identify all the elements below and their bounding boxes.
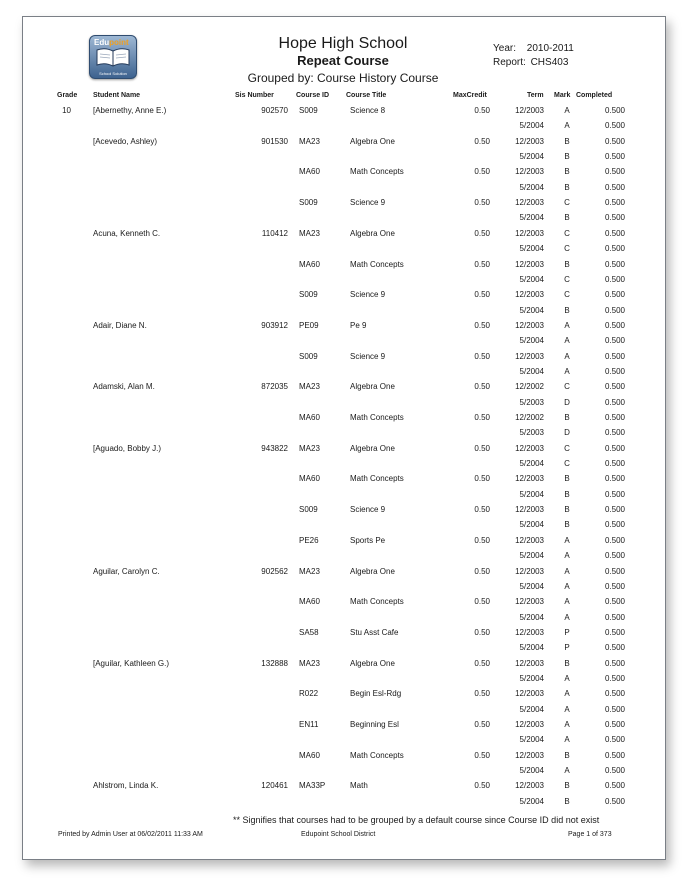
completed-cell: 0.500 xyxy=(604,597,625,607)
term-cell: 5/2004 xyxy=(519,704,544,714)
course-id-cell: MA60 xyxy=(299,413,320,422)
completed-cell: 0.500 xyxy=(604,182,625,192)
completed-cell: 0.500 xyxy=(604,228,625,238)
mark-cell: B xyxy=(564,213,570,223)
mark-cell: B xyxy=(564,505,570,515)
max-credit-cell: 0.50 xyxy=(474,106,490,115)
page-number: Page 1 of 373 xyxy=(568,831,612,838)
mark-cell: A xyxy=(564,704,570,714)
completed-cell: 0.500 xyxy=(604,735,625,745)
term-cell: 12/2003 xyxy=(515,781,544,791)
open-book-icon xyxy=(96,47,130,67)
col-completed: Completed xyxy=(576,92,613,99)
sis-number-cell: 902570 xyxy=(261,106,288,115)
max-credit-cell: 0.50 xyxy=(474,505,490,515)
table-row xyxy=(23,119,665,133)
col-term: Term xyxy=(527,92,544,99)
mark-cell: B xyxy=(564,750,570,760)
max-credit-cell: 0.50 xyxy=(474,535,490,545)
table-row xyxy=(23,104,665,118)
term-cell: 12/2003 xyxy=(515,597,544,607)
course-id-cell: MA60 xyxy=(299,597,320,607)
sis-number-cell: 943822 xyxy=(261,443,288,453)
report-line xyxy=(493,57,568,68)
table-row xyxy=(23,288,665,302)
student-name-cell: Adamski, Alan M. xyxy=(93,382,155,392)
max-credit-cell: 0.50 xyxy=(474,413,490,422)
completed-cell: 0.500 xyxy=(604,305,625,315)
table-row xyxy=(23,135,665,149)
student-name-cell: Ahlstrom, Linda K. xyxy=(93,781,159,791)
course-title-cell: Math Concepts xyxy=(350,597,404,607)
grouped-by: Grouped by: Course History Course xyxy=(247,71,439,85)
completed-cell: 0.500 xyxy=(604,535,625,545)
term-cell: 5/2003 xyxy=(519,428,544,438)
mark-cell: A xyxy=(564,566,570,576)
term-cell: 5/2004 xyxy=(519,244,544,254)
mark-cell: A xyxy=(564,320,570,330)
mark-cell: B xyxy=(564,305,570,315)
table-row xyxy=(23,703,665,717)
completed-cell: 0.500 xyxy=(604,627,625,637)
col-max-credit: MaxCredit xyxy=(453,92,487,99)
year-line xyxy=(493,43,574,54)
report-page xyxy=(22,16,666,860)
col-course-id: Course ID xyxy=(296,92,330,99)
mark-cell: A xyxy=(564,689,570,699)
completed-cell: 0.500 xyxy=(604,566,625,576)
term-cell: 12/2003 xyxy=(515,474,544,484)
mark-cell: A xyxy=(564,366,570,376)
term-cell: 5/2004 xyxy=(519,305,544,315)
table-row xyxy=(23,518,665,532)
table-row xyxy=(23,672,665,686)
completed-cell: 0.500 xyxy=(604,244,625,254)
report-title: Repeat Course xyxy=(297,53,389,68)
sis-number-cell: 903912 xyxy=(261,320,288,330)
completed-cell: 0.500 xyxy=(604,121,625,131)
completed-cell: 0.500 xyxy=(604,290,625,300)
course-id-cell: S009 xyxy=(299,505,318,515)
max-credit-cell: 0.50 xyxy=(474,382,490,392)
table-row xyxy=(23,426,665,440)
table-row xyxy=(23,641,665,655)
term-cell: 12/2002 xyxy=(515,382,544,392)
mark-cell: A xyxy=(564,735,570,745)
term-cell: 5/2004 xyxy=(519,182,544,192)
completed-cell: 0.500 xyxy=(604,704,625,714)
mark-cell: A xyxy=(564,121,570,131)
term-cell: 5/2004 xyxy=(519,520,544,530)
max-credit-cell: 0.50 xyxy=(474,320,490,330)
completed-cell: 0.500 xyxy=(604,106,625,115)
course-title-cell: Science 9 xyxy=(350,505,386,515)
mark-cell: A xyxy=(564,336,570,346)
max-credit-cell: 0.50 xyxy=(474,167,490,177)
term-cell: 12/2003 xyxy=(515,627,544,637)
completed-cell: 0.500 xyxy=(604,259,625,269)
term-cell: 12/2003 xyxy=(515,351,544,361)
mark-cell: B xyxy=(564,136,570,146)
completed-cell: 0.500 xyxy=(604,152,625,162)
year-value: 2010-2011 xyxy=(526,43,574,54)
mark-cell: A xyxy=(564,106,570,115)
course-title-cell: Sports Pe xyxy=(350,535,386,545)
course-title-cell: Science 8 xyxy=(350,106,386,115)
sis-number-cell: 132888 xyxy=(261,658,288,668)
table-row xyxy=(23,549,665,563)
course-title-cell: Beginning Esl xyxy=(350,720,399,729)
table-row xyxy=(23,457,665,471)
table-row xyxy=(23,380,665,394)
completed-cell: 0.500 xyxy=(604,612,625,622)
mark-cell: B xyxy=(564,152,570,162)
table-row xyxy=(23,396,665,410)
course-id-cell: MA23 xyxy=(299,228,320,238)
course-id-cell: SA58 xyxy=(299,627,319,637)
col-course-title: Course Title xyxy=(346,92,387,99)
term-cell: 5/2004 xyxy=(519,735,544,745)
course-title-cell: Science 9 xyxy=(350,198,386,208)
mark-cell: B xyxy=(564,796,570,806)
completed-cell: 0.500 xyxy=(604,766,625,775)
term-cell: 5/2004 xyxy=(519,366,544,376)
student-name-cell: [Acevedo, Ashley) xyxy=(93,136,158,146)
max-credit-cell: 0.50 xyxy=(474,750,490,760)
completed-cell: 0.500 xyxy=(604,167,625,177)
student-name-cell: [Aguado, Bobby J.) xyxy=(93,443,162,453)
completed-cell: 0.500 xyxy=(604,213,625,223)
max-credit-cell: 0.50 xyxy=(474,597,490,607)
table-row xyxy=(23,503,665,517)
term-cell: 12/2003 xyxy=(515,566,544,576)
col-student-name: Student Name xyxy=(93,92,141,99)
max-credit-cell: 0.50 xyxy=(474,720,490,729)
year-label: Year: xyxy=(493,43,516,54)
course-id-cell: MA33P xyxy=(299,781,326,791)
completed-cell: 0.500 xyxy=(604,428,625,438)
grade-cell: 10 xyxy=(62,106,71,115)
term-cell: 12/2003 xyxy=(515,136,544,146)
max-credit-cell: 0.50 xyxy=(474,474,490,484)
term-cell: 5/2004 xyxy=(519,673,544,683)
course-title-cell: Math Concepts xyxy=(350,474,404,484)
term-cell: 5/2004 xyxy=(519,551,544,561)
max-credit-cell: 0.50 xyxy=(474,627,490,637)
course-title-cell: Algebra One xyxy=(350,136,395,146)
term-cell: 5/2004 xyxy=(519,796,544,806)
max-credit-cell: 0.50 xyxy=(474,689,490,699)
table-row xyxy=(23,472,665,486)
term-cell: 12/2003 xyxy=(515,228,544,238)
term-cell: 12/2003 xyxy=(515,535,544,545)
student-name-cell: Adair, Diane N. xyxy=(93,320,147,330)
term-cell: 5/2004 xyxy=(519,121,544,131)
course-title-cell: Algebra One xyxy=(350,228,395,238)
term-cell: 12/2002 xyxy=(515,413,544,422)
term-cell: 12/2003 xyxy=(515,750,544,760)
course-id-cell: S009 xyxy=(299,106,318,115)
logo-subtitle: School Solution xyxy=(99,71,127,76)
report-id: CHS403 xyxy=(530,57,569,68)
completed-cell: 0.500 xyxy=(604,474,625,484)
mark-cell: B xyxy=(564,167,570,177)
course-title-cell: Science 9 xyxy=(350,290,386,300)
term-cell: 5/2004 xyxy=(519,766,544,775)
completed-cell: 0.500 xyxy=(604,551,625,561)
course-id-cell: EN11 xyxy=(299,720,319,729)
course-title-cell: Stu Asst Cafe xyxy=(350,627,399,637)
term-cell: 5/2004 xyxy=(519,152,544,162)
table-row xyxy=(23,258,665,272)
completed-cell: 0.500 xyxy=(604,320,625,330)
mark-cell: C xyxy=(564,459,570,469)
completed-cell: 0.500 xyxy=(604,489,625,499)
mark-cell: P xyxy=(564,627,570,637)
completed-cell: 0.500 xyxy=(604,720,625,729)
course-id-cell: MA23 xyxy=(299,658,320,668)
max-credit-cell: 0.50 xyxy=(474,136,490,146)
table-row xyxy=(23,749,665,763)
table-row xyxy=(23,534,665,548)
mark-cell: A xyxy=(564,351,570,361)
max-credit-cell: 0.50 xyxy=(474,351,490,361)
table-row xyxy=(23,718,665,732)
col-grade: Grade xyxy=(57,92,78,99)
completed-cell: 0.500 xyxy=(604,198,625,208)
term-cell: 12/2003 xyxy=(515,505,544,515)
col-sis-number: Sis Number xyxy=(235,92,274,99)
mark-cell: A xyxy=(564,673,570,683)
report-label: Report: xyxy=(493,57,526,68)
max-credit-cell: 0.50 xyxy=(474,566,490,576)
mark-cell: C xyxy=(564,290,570,300)
student-name-cell: Aguilar, Carolyn C. xyxy=(93,566,160,576)
course-id-cell: S009 xyxy=(299,351,318,361)
course-id-cell: MA60 xyxy=(299,259,320,269)
mark-cell: C xyxy=(564,274,570,284)
logo-wordmark: Edupoint xyxy=(94,38,129,47)
district-name: Edupoint School District xyxy=(301,831,376,838)
table-row xyxy=(23,150,665,164)
term-cell: 12/2003 xyxy=(515,720,544,729)
term-cell: 12/2003 xyxy=(515,689,544,699)
course-id-cell: MA60 xyxy=(299,167,320,177)
completed-cell: 0.500 xyxy=(604,781,625,791)
completed-cell: 0.500 xyxy=(604,673,625,683)
completed-cell: 0.500 xyxy=(604,643,625,653)
table-row xyxy=(23,181,665,195)
table-row xyxy=(23,657,665,671)
term-cell: 5/2004 xyxy=(519,213,544,223)
printed-by: Printed by Admin User at 06/02/2011 11:33 AM xyxy=(58,831,203,838)
course-id-cell: PE26 xyxy=(299,535,319,545)
table-row xyxy=(23,779,665,793)
table-row xyxy=(23,733,665,747)
mark-cell: B xyxy=(564,259,570,269)
table-row xyxy=(23,580,665,594)
max-credit-cell: 0.50 xyxy=(474,781,490,791)
mark-cell: A xyxy=(564,612,570,622)
table-row xyxy=(23,319,665,333)
footnote: ** Signifies that courses had to be grouped by a default course since Course ID did not exist xyxy=(233,815,600,825)
term-cell: 5/2004 xyxy=(519,459,544,469)
course-id-cell: S009 xyxy=(299,198,318,208)
course-title-cell: Science 9 xyxy=(350,351,386,361)
table-row xyxy=(23,795,665,809)
completed-cell: 0.500 xyxy=(604,443,625,453)
course-title-cell: Algebra One xyxy=(350,443,395,453)
course-title-cell: Math Concepts xyxy=(350,750,404,760)
max-credit-cell: 0.50 xyxy=(474,658,490,668)
student-name-cell: Acuna, Kenneth C. xyxy=(93,228,161,238)
completed-cell: 0.500 xyxy=(604,351,625,361)
mark-cell: P xyxy=(564,643,570,653)
table-row xyxy=(23,687,665,701)
course-title-cell: Begin Esl-Rdg xyxy=(350,689,402,699)
mark-cell: B xyxy=(564,489,570,499)
table-row xyxy=(23,565,665,579)
max-credit-cell: 0.50 xyxy=(474,443,490,453)
table-row xyxy=(23,227,665,241)
term-cell: 5/2004 xyxy=(519,274,544,284)
table-row xyxy=(23,165,665,179)
completed-cell: 0.500 xyxy=(604,397,625,407)
max-credit-cell: 0.50 xyxy=(474,259,490,269)
mark-cell: A xyxy=(564,766,570,775)
mark-cell: B xyxy=(564,474,570,484)
course-id-cell: PE09 xyxy=(299,320,319,330)
mark-cell: B xyxy=(564,182,570,192)
course-title-cell: Pe 9 xyxy=(350,320,367,330)
completed-cell: 0.500 xyxy=(604,366,625,376)
completed-cell: 0.500 xyxy=(604,505,625,515)
col-mark: Mark xyxy=(554,92,571,99)
table-row xyxy=(23,196,665,210)
max-credit-cell: 0.50 xyxy=(474,228,490,238)
mark-cell: A xyxy=(564,581,570,591)
student-name-cell: [Abernethy, Anne E.) xyxy=(93,106,167,115)
table-row xyxy=(23,211,665,225)
course-id-cell: S009 xyxy=(299,290,318,300)
edupoint-logo xyxy=(89,35,137,79)
completed-cell: 0.500 xyxy=(604,581,625,591)
sis-number-cell: 901530 xyxy=(261,136,288,146)
course-id-cell: MA23 xyxy=(299,443,320,453)
sis-number-cell: 872035 xyxy=(261,382,288,392)
max-credit-cell: 0.50 xyxy=(474,198,490,208)
sis-number-cell: 902562 xyxy=(261,566,288,576)
completed-cell: 0.500 xyxy=(604,413,625,422)
term-cell: 5/2004 xyxy=(519,489,544,499)
term-cell: 5/2004 xyxy=(519,643,544,653)
term-cell: 12/2003 xyxy=(515,290,544,300)
table-row xyxy=(23,242,665,256)
course-id-cell: R022 xyxy=(299,689,319,699)
term-cell: 12/2003 xyxy=(515,106,544,115)
completed-cell: 0.500 xyxy=(604,136,625,146)
table-row xyxy=(23,411,665,425)
mark-cell: B xyxy=(564,658,570,668)
course-id-cell: MA60 xyxy=(299,474,320,484)
term-cell: 12/2003 xyxy=(515,443,544,453)
term-cell: 5/2004 xyxy=(519,612,544,622)
term-cell: 12/2003 xyxy=(515,658,544,668)
table-row xyxy=(23,304,665,318)
mark-cell: B xyxy=(564,520,570,530)
student-name-cell: [Aguilar, Kathleen G.) xyxy=(93,658,170,668)
completed-cell: 0.500 xyxy=(604,382,625,392)
course-title-cell: Math Concepts xyxy=(350,167,404,177)
course-id-cell: MA60 xyxy=(299,750,320,760)
completed-cell: 0.500 xyxy=(604,796,625,806)
course-title-cell: Math Concepts xyxy=(350,413,404,422)
course-id-cell: MA23 xyxy=(299,136,320,146)
course-title-cell: Math xyxy=(350,781,368,791)
sis-number-cell: 110412 xyxy=(261,228,288,238)
term-cell: 12/2003 xyxy=(515,259,544,269)
table-row xyxy=(23,764,665,778)
term-cell: 12/2003 xyxy=(515,198,544,208)
completed-cell: 0.500 xyxy=(604,336,625,346)
max-credit-cell: 0.50 xyxy=(474,290,490,300)
mark-cell: C xyxy=(564,244,570,254)
table-row xyxy=(23,365,665,379)
completed-cell: 0.500 xyxy=(604,459,625,469)
mark-cell: B xyxy=(564,781,570,791)
mark-cell: A xyxy=(564,597,570,607)
term-cell: 5/2004 xyxy=(519,581,544,591)
completed-cell: 0.500 xyxy=(604,520,625,530)
table-row xyxy=(23,350,665,364)
course-title-cell: Algebra One xyxy=(350,566,395,576)
sis-number-cell: 120461 xyxy=(261,781,288,791)
term-cell: 12/2003 xyxy=(515,167,544,177)
mark-cell: C xyxy=(564,443,570,453)
term-cell: 12/2003 xyxy=(515,320,544,330)
mark-cell: C xyxy=(564,198,570,208)
mark-cell: A xyxy=(564,720,570,729)
course-title-cell: Algebra One xyxy=(350,658,395,668)
completed-cell: 0.500 xyxy=(604,689,625,699)
mark-cell: B xyxy=(564,413,570,422)
completed-cell: 0.500 xyxy=(604,658,625,668)
mark-cell: C xyxy=(564,382,570,392)
table-row xyxy=(23,273,665,287)
mark-cell: A xyxy=(564,535,570,545)
table-row xyxy=(23,595,665,609)
mark-cell: C xyxy=(564,228,570,238)
mark-cell: D xyxy=(564,428,570,438)
completed-cell: 0.500 xyxy=(604,274,625,284)
course-id-cell: MA23 xyxy=(299,382,320,392)
term-cell: 5/2004 xyxy=(519,336,544,346)
course-title-cell: Algebra One xyxy=(350,382,395,392)
table-row xyxy=(23,488,665,502)
course-id-cell: MA23 xyxy=(299,566,320,576)
completed-cell: 0.500 xyxy=(604,750,625,760)
course-title-cell: Math Concepts xyxy=(350,259,404,269)
table-row xyxy=(23,626,665,640)
mark-cell: D xyxy=(564,397,570,407)
table-row xyxy=(23,611,665,625)
mark-cell: A xyxy=(564,551,570,561)
table-row xyxy=(23,442,665,456)
school-name: Hope High School xyxy=(278,35,408,52)
term-cell: 5/2003 xyxy=(519,397,544,407)
table-row xyxy=(23,334,665,348)
